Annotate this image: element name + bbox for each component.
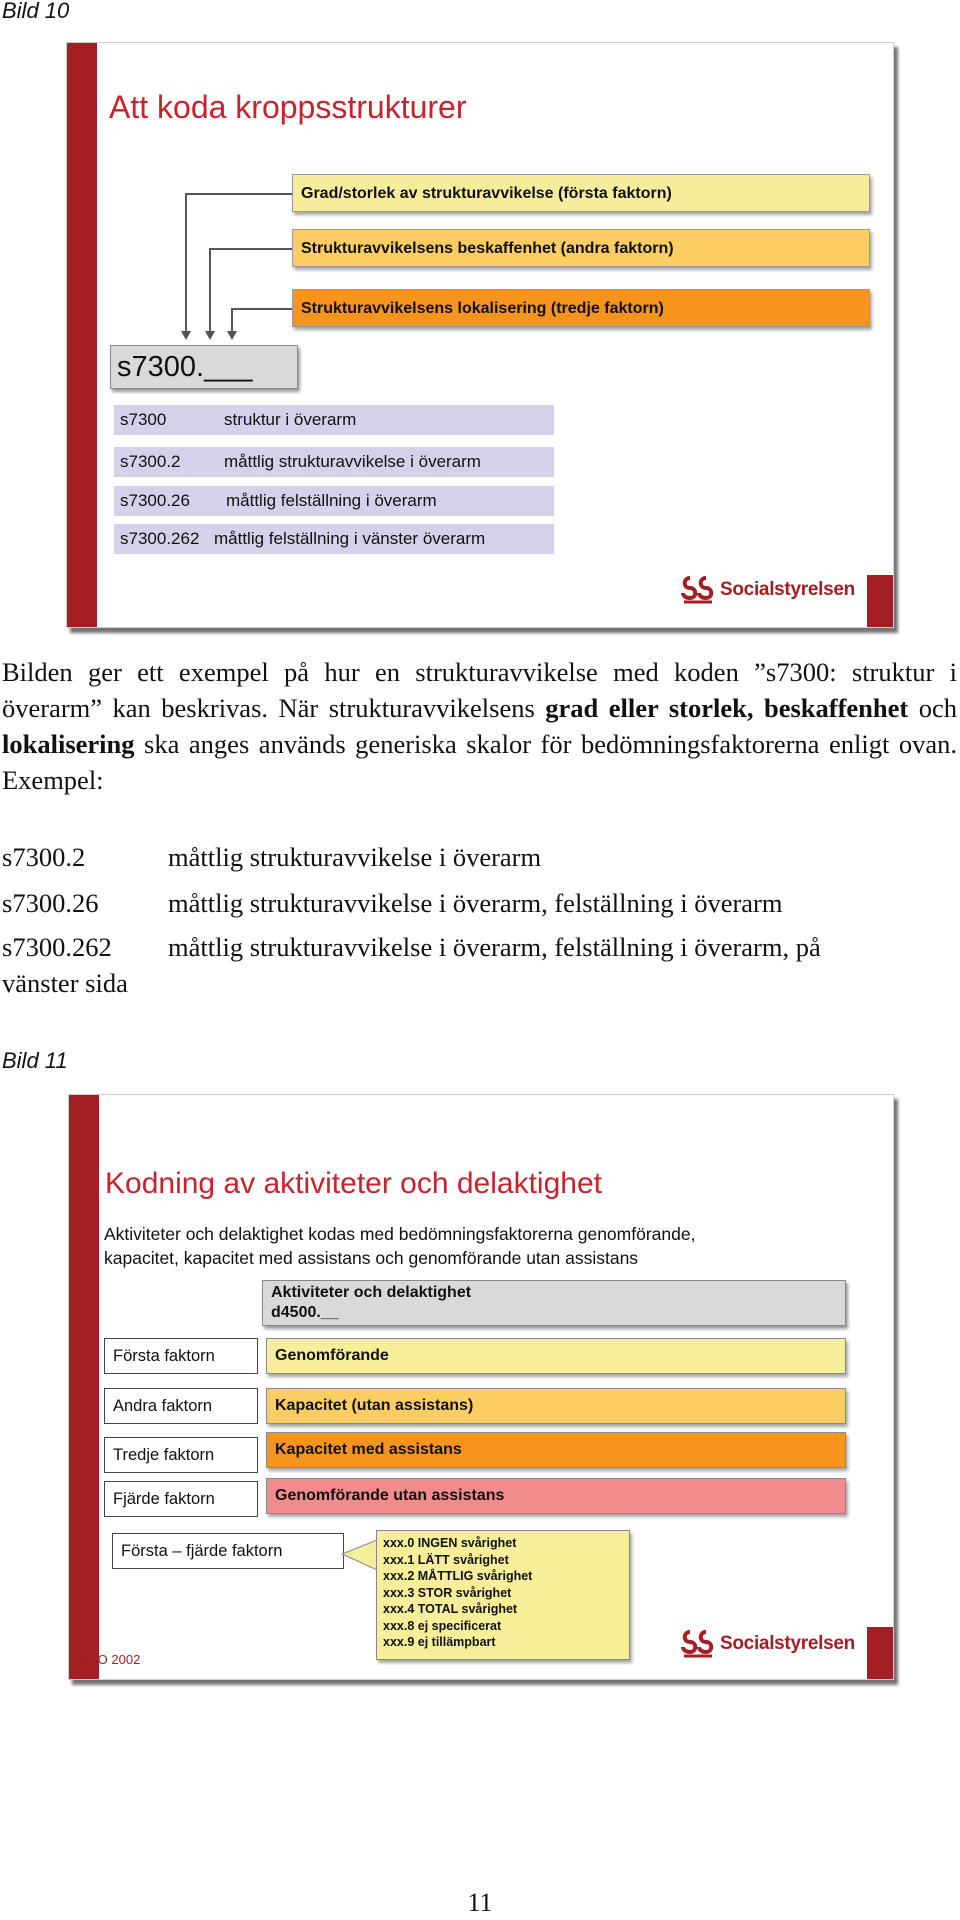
slide-title: Kodning av aktiviteter och delaktighet xyxy=(105,1167,602,1200)
code-row xyxy=(114,447,554,477)
code-row-desc: struktur i överarm xyxy=(224,410,357,429)
socialstyrelsen-logo xyxy=(680,574,855,606)
socialstyrelsen-emblem-icon xyxy=(680,574,716,606)
arrow-down-icon xyxy=(181,331,191,340)
factor-value: Kapacitet (utan assistans) xyxy=(266,1388,846,1424)
slide-subtitle-line1: Aktiviteter och delaktighet kodas med bedömningsfaktorerna genomförande, xyxy=(104,1224,696,1244)
code-row-desc: måttlig strukturavvikelse i överarm xyxy=(224,452,481,471)
scale-item: xxx.8 ej specificerat xyxy=(383,1618,502,1633)
logo-text: Socialstyrelsen xyxy=(720,579,855,600)
paragraph-bold: grad eller storlek, beskaffenhet xyxy=(545,693,909,723)
paragraph-text: ska anges används generiska skalor för bedömningsfaktorerna enligt ovan. Exempel: xyxy=(2,729,957,795)
code-row xyxy=(114,405,554,435)
scale-item: xxx.1 LÄTT svårighet xyxy=(383,1552,509,1567)
factor-first: Grad/storlek av strukturavvikelse (första faktorn) xyxy=(292,174,870,212)
paragraph-text: Bilden ger ett exempel på hur en strukturavvikelse med koden ”s7300: struktur i överarm” kan beskrivas. När strukturavvikelsens xyxy=(2,657,957,723)
figure-caption-bild-10: Bild 10 xyxy=(2,0,70,23)
code-row-code: s7300.262 xyxy=(120,529,200,548)
activity-code-box xyxy=(262,1280,846,1326)
code-row-code: s7300.26 xyxy=(120,491,190,510)
code-row-desc: måttlig felställning i överarm xyxy=(226,491,437,510)
scale-item: xxx.9 ej tillämpbart xyxy=(383,1635,496,1649)
slide-red-bar xyxy=(67,43,97,627)
source-note: WHO 2002 xyxy=(76,1652,141,1667)
socialstyrelsen-logo xyxy=(680,1628,855,1660)
slide-red-corner xyxy=(867,575,893,627)
slide-title: Att koda kroppsstrukturer xyxy=(109,89,467,125)
code-row-code: s7300.2 xyxy=(120,452,181,471)
code-row-desc: måttlig felställning i vänster överarm xyxy=(214,529,486,548)
code-template-box: s7300.___ xyxy=(110,345,298,389)
logo-text: Socialstyrelsen xyxy=(720,1633,855,1654)
arrow-down-icon xyxy=(205,331,215,340)
example-continuation: vänster sida xyxy=(2,968,128,998)
callout-pointer xyxy=(340,1540,380,1580)
factor-label: Tredje faktorn xyxy=(104,1437,258,1473)
scale-item: xxx.3 STOR svårighet xyxy=(383,1585,512,1600)
slide-red-bar xyxy=(69,1095,99,1679)
connector-first-v xyxy=(185,193,187,331)
slide-red-corner xyxy=(867,1627,893,1679)
scale-item: xxx.0 INGEN svårighet xyxy=(383,1536,517,1550)
factor-third: Strukturavvikelsens lokalisering (tredje faktorn) xyxy=(292,289,870,327)
code-row xyxy=(114,524,554,554)
example-code: s7300.26 xyxy=(2,888,99,918)
factor-value: Genomförande utan assistans xyxy=(266,1478,846,1514)
paragraph-bold: lokalisering xyxy=(2,729,135,759)
factor-label: Första faktorn xyxy=(104,1338,258,1374)
connector-second-h xyxy=(209,248,292,250)
connector-first-h xyxy=(185,193,292,195)
socialstyrelsen-emblem-icon xyxy=(680,1628,716,1660)
scale-item: xxx.4 TOTAL svårighet xyxy=(383,1602,518,1616)
example-code: s7300.2 xyxy=(2,842,86,872)
code-row-code: s7300 xyxy=(120,410,167,429)
figure-caption-bild-11: Bild 11 xyxy=(2,1048,68,1073)
page-number: 11 xyxy=(467,1888,493,1917)
factor-label: Fjärde faktorn xyxy=(104,1481,258,1517)
body-paragraph xyxy=(2,654,957,798)
severity-scale-callout xyxy=(376,1530,630,1660)
factor-value: Genomförande xyxy=(266,1338,846,1374)
factor-value: Kapacitet med assistans xyxy=(266,1432,846,1468)
scale-item: xxx.2 MÅTTLIG svårighet xyxy=(383,1569,533,1583)
activity-code: d4500.__ xyxy=(271,1304,339,1321)
factor-second: Strukturavvikelsens beskaffenhet (andra faktorn) xyxy=(292,229,870,267)
activity-title: Aktiviteter och delaktighet xyxy=(271,1284,472,1301)
range-label: Första – fjärde faktorn xyxy=(112,1533,344,1569)
arrow-down-icon xyxy=(227,331,237,340)
factor-label: Andra faktorn xyxy=(104,1388,258,1424)
paragraph-text: och xyxy=(908,693,957,723)
code-row xyxy=(114,486,554,516)
connector-second-v xyxy=(209,248,211,331)
example-desc: måttlig strukturavvikelse i överarm, felställning i överarm, på xyxy=(168,932,821,962)
connector-third-h xyxy=(231,308,292,310)
example-code: s7300.262 xyxy=(2,932,112,962)
example-desc: måttlig strukturavvikelse i överarm, felställning i överarm xyxy=(168,888,783,918)
example-desc: måttlig strukturavvikelse i överarm xyxy=(168,842,542,872)
connector-third-v xyxy=(231,308,233,331)
slide-subtitle-line2: kapacitet, kapacitet med assistans och genomförande utan assistans xyxy=(104,1248,639,1268)
